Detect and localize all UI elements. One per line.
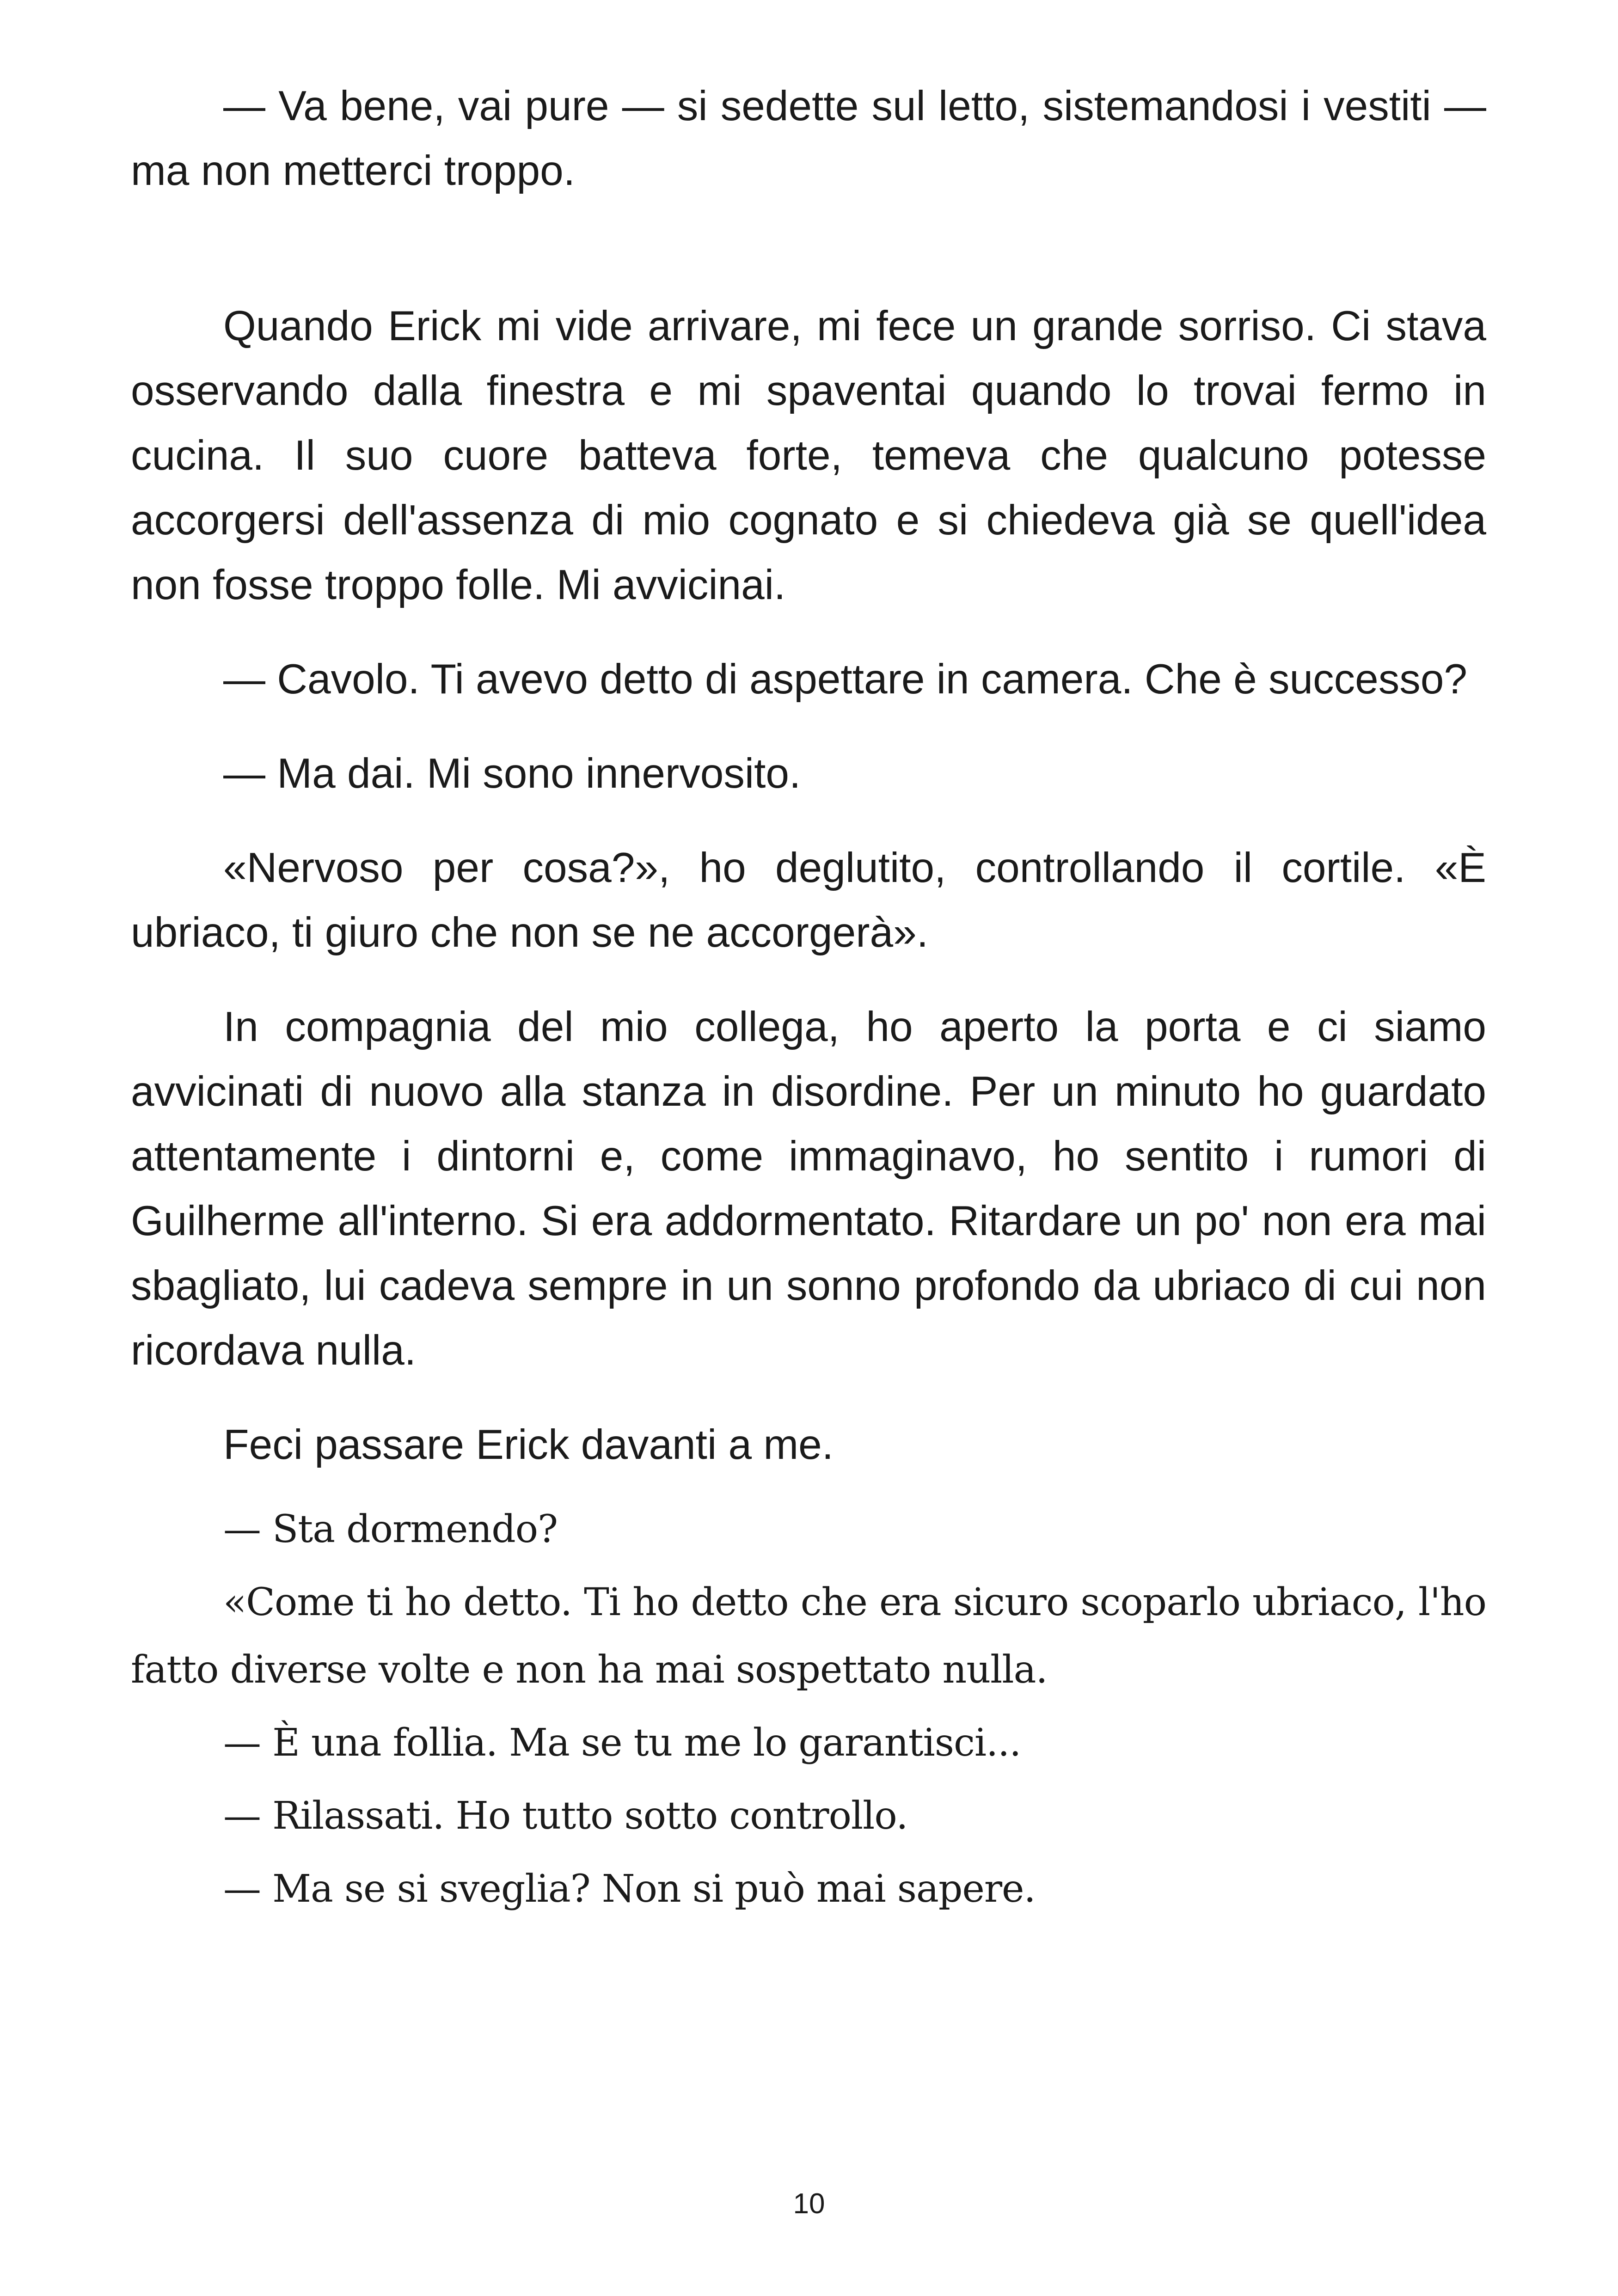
paragraph: Quando Erick mi vide arrivare, mi fece un grande sorriso. Ci stava osservando dalla finestra e mi spaventai quando lo trovai fermo in cucina. Il suo cuore batteva forte, temeva che qualcuno potesse accorgersi dell'assenza di mio cognato e si chiedeva già se quell'idea non fosse troppo folle. Mi avvicinai.	[131, 303, 1486, 608]
page-number: 10	[793, 2188, 825, 2220]
paragraph: — Cavolo. Ti avevo detto di aspettare in camera. Che è successo?	[223, 656, 1467, 703]
paragraph: — Ma dai. Mi sono innervosito.	[223, 750, 801, 797]
dialogue-line: — È una follia. Ma se tu me lo garantisci...	[223, 1721, 1021, 1765]
dialogue-line: — Ma se si sveglia? Non si può mai sapere.	[223, 1867, 1036, 1911]
paragraph: In compagnia del mio collega, ho aperto la porta e ci siamo avvicinati di nuovo alla stanza in disordine. Per un minuto ho guardato attentamente i dintorni e, come immaginavo, ho sentito i rumori di Guilherme all'interno. Si era addormentato. Ritardare un po' non era mai sbagliato, lui cadeva sempre in un sonno profondo da ubriaco di cui non ricordava nulla.	[131, 1004, 1486, 1374]
page-body	[131, 74, 1486, 1923]
paragraph: «Nervoso per cosa?», ho deglutito, controllando il cortile. «È ubriaco, ti giuro che non se ne accorgerà».	[131, 845, 1486, 956]
paragraph: — Va bene, vai pure — si sedette sul letto, sistemandosi i vestiti — ma non metterci troppo.	[131, 83, 1486, 194]
dialogue-line: — Sta dormendo?	[223, 1507, 558, 1551]
paragraph: Feci passare Erick davanti a me.	[223, 1421, 834, 1468]
dialogue-line: — Rilassati. Ho tutto sotto controllo.	[223, 1794, 908, 1838]
dialogue-line: «Come ti ho detto. Ti ho detto che era sicuro scoparlo ubriaco, l'ho fatto diverse volte e non ha mai sospettato nulla.	[131, 1580, 1486, 1692]
